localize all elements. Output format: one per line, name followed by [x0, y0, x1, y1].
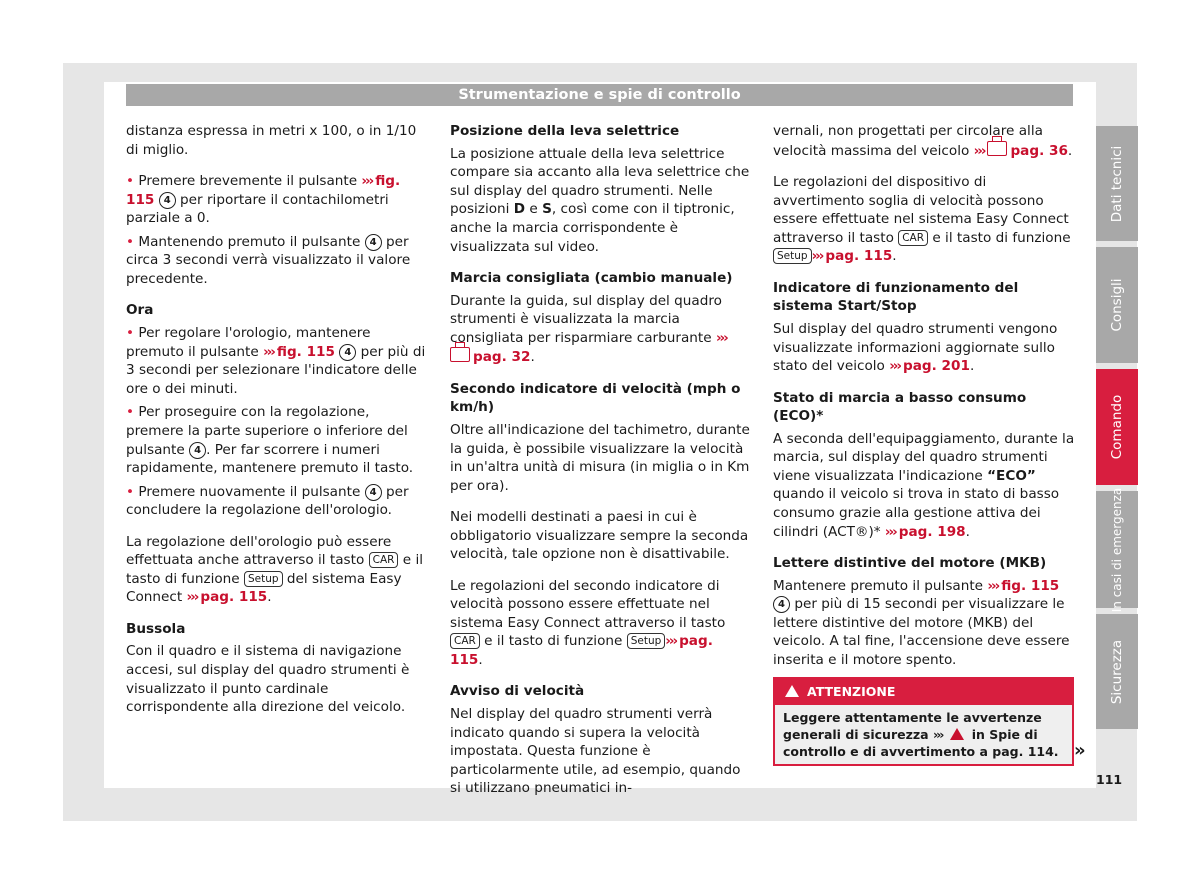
- car-key-icon: CAR: [369, 552, 399, 568]
- warning-body: Leggere attentamente le avvertenze generali di sicurezza ››› in Spie di controllo e di avvertimento a pag. 114.: [775, 705, 1072, 764]
- button-4-icon: 4: [339, 344, 356, 361]
- bullet-previous-value: • Mantenendo premuto il pulsante 4 per circa 3 secondi verrà visualizzato il valore precedente.: [126, 233, 411, 287]
- bullet-icon: •: [126, 404, 135, 421]
- tab-consigli[interactable]: Consigli: [1096, 247, 1138, 363]
- tab-sicurezza[interactable]: Sicurezza: [1096, 614, 1138, 729]
- bullet-icon: •: [126, 233, 135, 250]
- speed-warning-paragraph: Nel display del quadro strumenti verrà indicato quando si supera la velocità impostata. Questa funzione è particolarmente utile, ad esempio, quando si utilizzano pneumatici in-: [450, 706, 741, 797]
- button-4-icon: 4: [159, 192, 176, 209]
- button-4-icon: 4: [365, 234, 382, 251]
- bullet-clock-set: • Per regolare l'orologio, mantenere premuto il pulsante ››› fig. 115 4 per più di 3 secondi per selezionare l'indicatore delle ore o dei minuti.: [126, 324, 426, 397]
- second-speed-paragraph-1: Oltre all'indicazione del tachimetro, durante la guida, è possibile visualizzare la velocità in un'altra unità di misura (in miglia o in Km per ora).: [450, 421, 750, 494]
- bullet-icon: •: [126, 172, 135, 189]
- heading-leva: Posizione della leva selettrice: [450, 123, 680, 139]
- heading-marcia: Marcia consigliata (cambio manuale): [450, 269, 733, 286]
- page-link[interactable]: ›››pag. 32: [450, 330, 730, 366]
- button-4-icon: 4: [189, 442, 206, 459]
- second-speed-paragraph-2: Nei modelli destinati a paesi in cui è obbligatorio visualizzare sempre la seconda velocità, tale opzione non è disattivabile.: [450, 509, 749, 563]
- car-key-icon: CAR: [450, 633, 480, 649]
- column-3: [773, 122, 1075, 682]
- setup-key-icon: Setup: [627, 633, 666, 649]
- setup-key-icon: Setup: [773, 248, 812, 264]
- warning-header: ATTENZIONE: [775, 679, 1072, 705]
- continue-arrow-icon: »: [1074, 740, 1086, 761]
- winter-tires-paragraph: vernali, non progettati per circolare alla velocità massima del veicolo ››› pag. 36.: [773, 123, 1073, 159]
- page-link[interactable]: ››› pag. 198: [884, 523, 966, 540]
- tab-comando[interactable]: Comando: [1096, 369, 1138, 485]
- section-header: Strumentazione e spie di controllo: [126, 84, 1073, 106]
- button-4-icon: 4: [365, 484, 382, 501]
- page-link[interactable]: ››› pag. 201: [889, 358, 970, 375]
- page-link[interactable]: ››› pag. 115: [811, 248, 893, 265]
- bullet-trip-reset: • Premere brevemente il pulsante ››› fig. 115 4 per riportare il contachilometri parziale a 0.: [126, 172, 401, 227]
- fig-link[interactable]: ››› fig. 115: [263, 343, 335, 360]
- second-speed-paragraph-3: Le regolazioni del secondo indicatore di velocità possono essere effettuate nel sistema Easy Connect attraverso il tasto CAR e il tasto di funzione Setup ››› pag. 115.: [450, 577, 726, 669]
- button-4-icon: 4: [773, 596, 790, 613]
- start-stop-paragraph: Sul display del quadro strumenti vengono visualizzate informazioni aggiornate sullo stato del veicolo ››› pag. 201.: [773, 320, 1058, 375]
- tab-dati-tecnici[interactable]: Dati tecnici: [1096, 126, 1138, 241]
- column-2: [450, 122, 750, 811]
- heading-eco: Stato di marcia a basso consumo (ECO)*: [773, 389, 1027, 425]
- mkb-paragraph: Mantenere premuto il pulsante ››› fig. 115 4 per più di 15 secondi per visualizzare le lettere distintive del motore (MKB) del veicolo. A tal fine, l'accensione deve essere inserita e il motore spento.: [773, 577, 1070, 669]
- intro-paragraph: distanza espressa in metri x 100, o in 1/10 di miglio.: [126, 123, 417, 158]
- column-1: [126, 122, 428, 730]
- bullet-clock-finish: • Premere nuovamente il pulsante 4 per concludere la regolazione dell'orologio.: [126, 483, 409, 519]
- page-link[interactable]: ››› pag. 115: [186, 589, 268, 606]
- speed-threshold-paragraph: Le regolazioni del dispositivo di avvertimento soglia di velocità possono essere effettuate nel sistema Easy Connect attraverso il tasto CAR e il tasto di funzione Setup ››› pag. 115.: [773, 173, 1071, 265]
- page-link[interactable]: ››› pag. 115: [450, 633, 713, 669]
- fig-link[interactable]: ››› fig. 115: [987, 577, 1060, 594]
- book-icon: [450, 347, 470, 362]
- setup-key-icon: Setup: [244, 571, 283, 587]
- warning-icon: [950, 728, 964, 740]
- heading-mkb: Lettere distintive del motore (MKB): [773, 555, 1047, 572]
- heading-ora: Ora: [126, 302, 154, 319]
- eco-paragraph: A seconda dell'equipaggiamento, durante la marcia, sul display del quadro strumenti viene visualizzata l'indicazione “ECO” quando il veicolo si trova in stato di basso consumo grazie alla gestione attiva dei cilindri (ACT®)* ››› pag. 198.: [773, 430, 1075, 540]
- clock-easy-connect-paragraph: La regolazione dell'orologio può essere effettuata anche attraverso il tasto CAR e il tasto di funzione Setup del sistema Easy Connect ››› pag. 115.: [126, 533, 424, 606]
- gear-lever-paragraph: La posizione attuale della leva selettrice compare sia accanto alla leva selettrice che sul display del quadro strumenti. Nelle posizioni D e S, così come con il tiptronic, anche la marcia corrispondente è visualizzata sul video.: [450, 145, 750, 255]
- compass-paragraph: Con il quadro e il sistema di navigazione accesi, sul display del quadro strumenti è visualizzato il punto cardinale corrispondente alla direzione del veicolo.: [126, 643, 410, 716]
- gear-recommendation-paragraph: Durante la guida, sul display del quadro strumenti è visualizzata la marcia consigliata per risparmiare carburante ›››pag. 32.: [450, 292, 750, 367]
- page-number: 111: [1096, 772, 1123, 787]
- fig-link[interactable]: ››› fig. 115: [126, 172, 401, 208]
- bullet-icon: •: [126, 324, 135, 341]
- page-link[interactable]: ››› pag. 36: [973, 142, 1068, 159]
- heading-bussola: Bussola: [126, 620, 186, 637]
- warning-icon: [785, 685, 799, 697]
- tab-in-casi-di-emergenza[interactable]: In casi di emergenza: [1096, 491, 1138, 608]
- heading-avviso: Avviso di velocità: [450, 683, 585, 700]
- heading-secondo: Secondo indicatore di velocità (mph o km/h): [450, 380, 741, 416]
- bullet-icon: •: [126, 483, 135, 500]
- bullet-clock-continue: • Per proseguire con la regolazione, premere la parte superiore o inferiore del pulsante 4 . Per far scorrere i numeri rapidamente, mantenere premuto il tasto.: [126, 404, 414, 477]
- book-icon: [987, 141, 1007, 156]
- warning-box: [773, 677, 1074, 766]
- heading-start-stop: Indicatore di funzionamento del sistema Start/Stop: [773, 279, 1019, 315]
- car-key-icon: CAR: [898, 230, 928, 246]
